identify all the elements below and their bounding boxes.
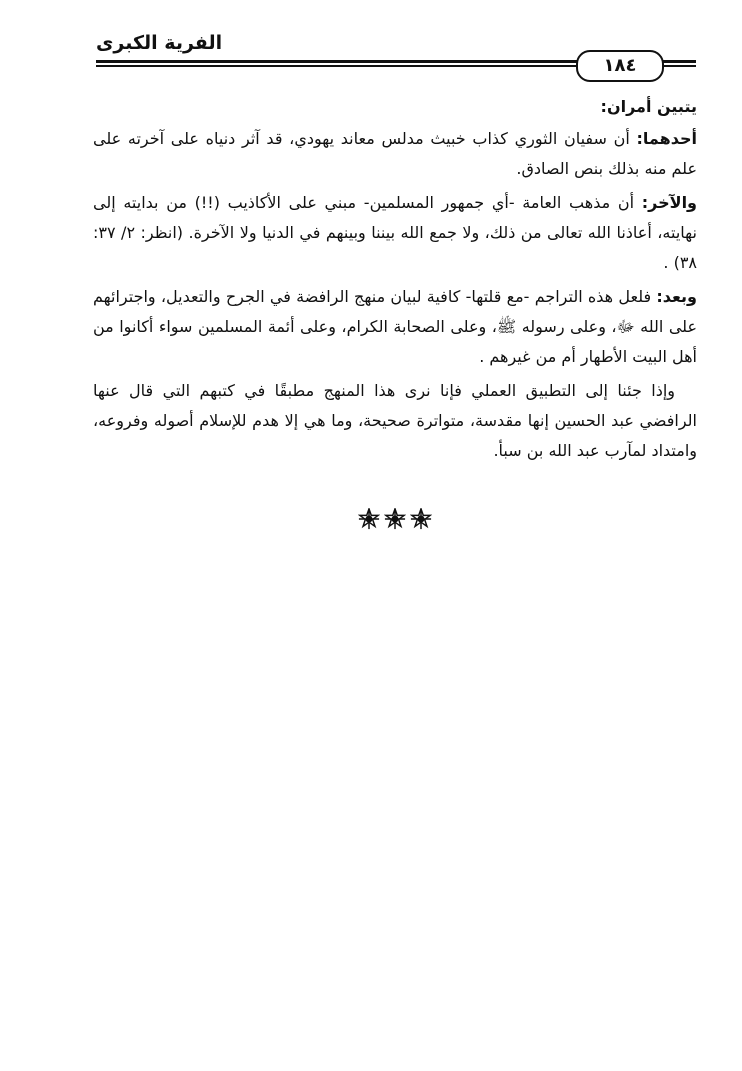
- paragraph-lead: والآخر:: [641, 193, 697, 212]
- paragraph-lead: وبعد:: [656, 287, 697, 306]
- page-header: [96, 30, 696, 76]
- paragraph-third: [93, 282, 697, 372]
- paragraph-text: أن سفيان الثوري كذاب خبيث مدلس معاند يهودي، قد آثر دنياه على آخرته على علم منه بذلك بنص الصادق.: [93, 129, 697, 178]
- star-ornament-icon: [358, 508, 380, 530]
- paragraph-lead: أحدهما:: [636, 129, 697, 148]
- paragraph-text: فلعل هذه التراجم -مع قلتها- كافية لبيان منهج الرافضة في الجرح والتعديل، واجترائهم على الله ﷻ، وعلى رسوله ﷺ، وعلى الصحابة الكرام، وعلى أئمة المسلمين سواء أكانوا من أهل البيت الأطهار أم من غيرهم .: [93, 287, 697, 366]
- section-heading: يتبين أمران:: [600, 97, 697, 116]
- paragraph-fourth: [93, 376, 697, 466]
- paragraph-text: وإذا جئنا إلى التطبيق العملي فإنا نرى هذا المنهج مطبقًا في كتبهم التي قال عنها الرافضي عبد الحسين إنها مقدسة، متواترة صحيحة، وما هي إلا هدم للإسلام أصوله وفروعه، وامتداد لمآرب عبد الله بن سبأ.: [93, 381, 697, 460]
- body-text: [93, 92, 697, 470]
- section-end-ornament: [355, 508, 435, 532]
- star-ornament-icon: [384, 508, 406, 530]
- paragraph-second: [93, 188, 697, 278]
- running-title: الفرية الكبرى: [96, 32, 223, 54]
- paragraph-first: [93, 124, 697, 184]
- star-ornament-icon: [410, 508, 432, 530]
- page-number: ١٨٤: [576, 50, 664, 82]
- paragraph-text: أن مذهب العامة -أي جمهور المسلمين- مبني على الأكاذيب (!!) من بدايته إلى نهايته، أعاذنا الله تعالى من ذلك، ولا جمع الله بيننا وبينهم في الدنيا ولا الآخرة. (انظر: ٢/ ٣٧: ٣٨) .: [93, 193, 697, 272]
